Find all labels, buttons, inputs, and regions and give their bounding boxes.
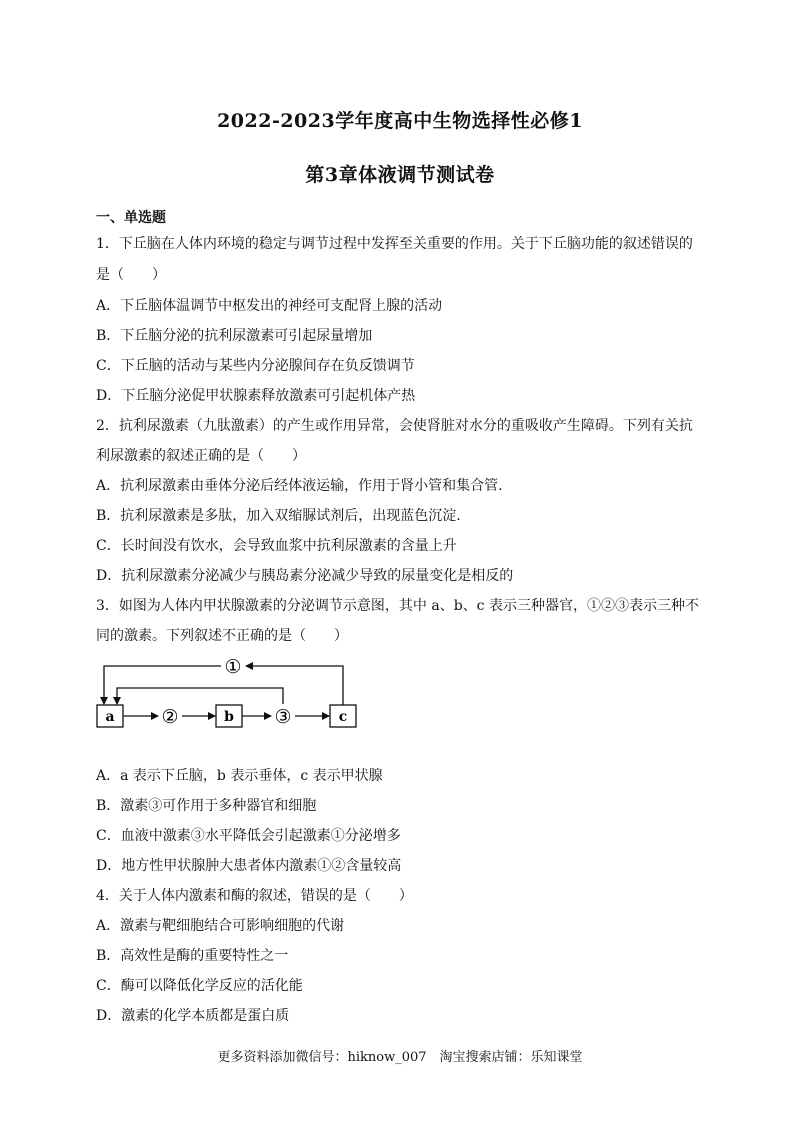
question-3-stem-line-2: 同的激素。下列叙述不正确的是（ ）	[96, 628, 348, 644]
question-1-option-c: C．下丘脑的活动与某些内分泌腺间存在负反馈调节	[96, 358, 415, 374]
question-2-option-b: B．抗利尿激素是多肽，加入双缩脲试剂后，出现蓝色沉淀.	[96, 508, 461, 524]
arrow-c-to-1	[246, 666, 343, 705]
question-1-stem-line-1: 1．下丘脑在人体内环境的稳定与调节过程中发挥至关重要的作用。关于下丘脑功能的叙述错误的	[96, 236, 693, 252]
question-3-option-b: B．激素③可作用于多种器官和细胞	[96, 798, 317, 814]
question-4-option-d: D．激素的化学本质都是蛋白质	[96, 1008, 290, 1024]
feedback-3-to-a	[117, 688, 283, 704]
question-2-stem-line-1: 2．抗利尿激素（九肽激素）的产生或作用异常，会使肾脏对水分的重吸收产生障碍。下列有关抗	[96, 418, 693, 434]
question-1-stem-line-2: 是（ ）	[96, 267, 166, 283]
question-2-stem-line-2: 利尿激素的叙述正确的是（ ）	[96, 448, 306, 464]
hormone-1-label: ①	[224, 656, 242, 678]
question-2-option-d: D．抗利尿激素分泌减少与胰岛素分泌减少导致的尿量变化是相反的	[96, 568, 514, 584]
paper-subtitle: 第3章体液调节测试卷	[305, 164, 495, 186]
arrow-1-to-a	[104, 666, 221, 704]
organ-b-label: b	[224, 709, 234, 725]
paper-title: 2022-2023学年度高中生物选择性必修1	[217, 110, 583, 132]
question-3-option-c: C．血液中激素③水平降低会引起激素①分泌增多	[96, 828, 401, 844]
question-1-option-b: B．下丘脑分泌的抗利尿激素可引起尿量增加	[96, 328, 373, 344]
question-4-option-b: B．高效性是酶的重要特性之一	[96, 948, 289, 964]
question-4-option-a: A．激素与靶细胞结合可影响细胞的代谢	[96, 918, 345, 934]
question-3-option-a: A．a 表示下丘脑，b 表示垂体，c 表示甲状腺	[96, 768, 383, 784]
question-4-stem: 4．关于人体内激素和酶的叙述，错误的是（ ）	[96, 888, 413, 904]
question-1-option-a: A．下丘脑体温调节中枢发出的神经可支配肾上腺的活动	[96, 298, 443, 314]
organ-c-label: c	[338, 709, 348, 725]
hormone-3-label: ③	[274, 706, 292, 728]
question-4-option-c: C．酶可以降低化学反应的活化能	[96, 978, 303, 994]
question-2-option-c: C．长时间没有饮水，会导致血浆中抗利尿激素的含量上升	[96, 538, 457, 554]
section-heading: 一、单选题	[96, 210, 166, 226]
question-3-stem-line-1: 3．如图为人体内甲状腺激素的分泌调节示意图，其中 a、b、c 表示三种器官，①②③表示三种不	[96, 598, 699, 614]
hormone-2-label: ②	[161, 706, 179, 728]
organ-a-label: a	[105, 709, 115, 725]
question-1-option-d: D．下丘脑分泌促甲状腺素释放激素可引起机体产热	[96, 388, 416, 404]
question-3-option-d: D．地方性甲状腺肿大患者体内激素①②含量较高	[96, 858, 402, 874]
page-footer: 更多资料添加微信号：hiknow_007 淘宝搜索店铺：乐知课堂	[217, 1050, 583, 1065]
hormone-regulation-diagram	[90, 652, 370, 738]
question-2-option-a: A．抗利尿激素由垂体分泌后经体液运输，作用于肾小管和集合管.	[96, 478, 503, 494]
